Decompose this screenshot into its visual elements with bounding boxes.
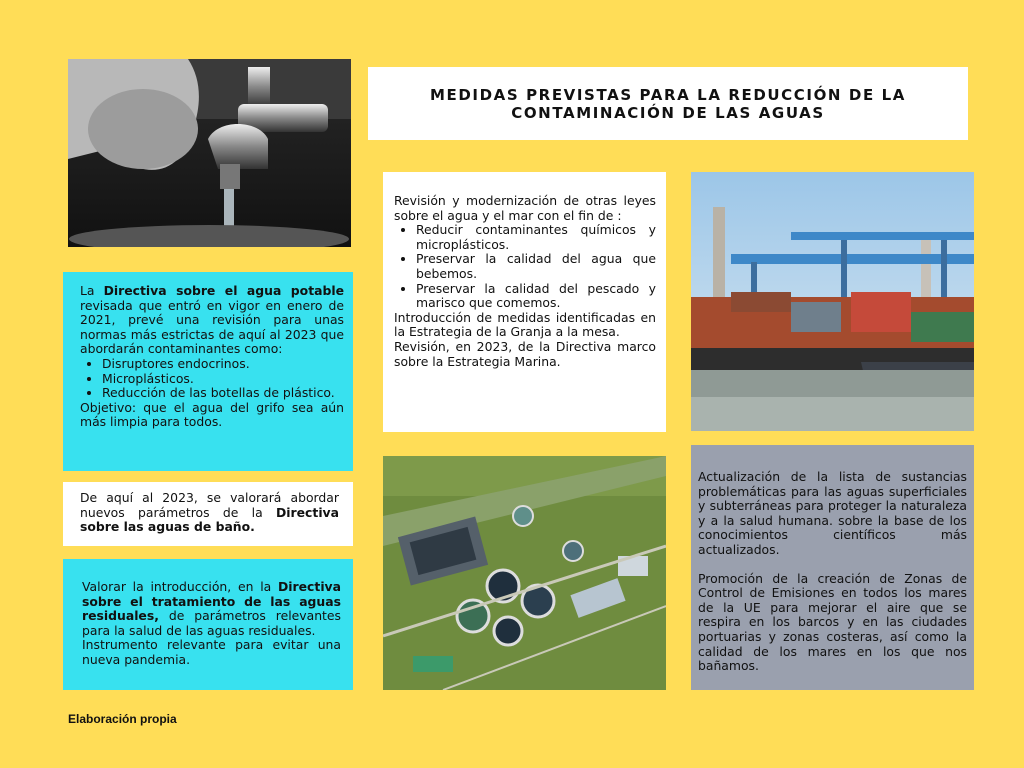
title-line-2: CONTAMINACIÓN DE LAS AGUAS bbox=[511, 103, 825, 122]
revision-p2: Revisión, en 2023, de la Directiva marco sobre la Estrategia Marina. bbox=[394, 338, 656, 369]
revision-intro: Revisión y modernización de otras leyes sobre el agua y el mar con el fin de : bbox=[394, 193, 656, 223]
wastewater-box bbox=[63, 559, 353, 690]
footer-credit: Elaboración propia bbox=[68, 712, 177, 726]
list-item: • Reducir contaminantes químicos y microplásticos. bbox=[416, 223, 656, 252]
page-title bbox=[368, 67, 968, 140]
treatment-plant-photo bbox=[383, 456, 666, 690]
potable-list bbox=[80, 357, 344, 401]
list-item: • Disruptores endocrinos. bbox=[102, 357, 344, 372]
potable-water-box bbox=[63, 272, 353, 471]
substances-p2: Promoción de la creación de Zonas de Control de Emisiones en todos los mares de la UE para mejorar el aire que se respira en los barcos y en las ciudades portuarias y zonas costeras, así como la calidad de los mares en los que nos bañamos. bbox=[698, 570, 967, 674]
wastewater-extra: Instrumento relevante para evitar una nueva pandemia. bbox=[82, 637, 341, 667]
list-item: • Microplásticos. bbox=[102, 372, 344, 387]
revision-p1: Introducción de medidas identificadas en la Estrategia de la Granja a la mesa. bbox=[394, 309, 656, 340]
wastewater-text: Valorar la introducción, en la Directiva sobre el tratamiento de las aguas residuales, de parámetros relevantes para la salud de las aguas residuales. bbox=[82, 579, 341, 638]
potable-text: La Directiva sobre el agua potable revisada que entró en vigor en enero de 2021, prevé una revisión para unas normas más estrictas de aquí al 2023 que abordarán contaminantes como: bbox=[80, 283, 344, 357]
port-photo bbox=[691, 172, 974, 431]
title-line-1: MEDIDAS PREVISTAS PARA LA REDUCCIÓN DE LA bbox=[429, 85, 906, 104]
list-item: • Preservar la calidad del pescado y marisco que comemos. bbox=[416, 282, 656, 311]
bathing-text: De aquí al 2023, se valorará abordar nuevos parámetros de la Directiva sobre las aguas de baño. bbox=[80, 490, 339, 535]
list-item: • Preservar la calidad del agua que bebemos. bbox=[416, 252, 656, 281]
revision-list bbox=[394, 223, 656, 311]
bathing-water-box bbox=[63, 482, 353, 546]
list-item: • Reducción de las botellas de plástico. bbox=[102, 386, 344, 401]
potable-objective: Objetivo: que el agua del grifo sea aún más limpia para todos. bbox=[80, 399, 344, 430]
revision-box bbox=[383, 172, 666, 432]
faucet-photo bbox=[68, 59, 351, 247]
substances-p1: Actualización de la lista de sustancias problemáticas para las aguas superficiales y subterráneas para proteger la naturaleza y a la salud humana. sobre la base de los conocimientos científicos más actualizados. bbox=[698, 469, 967, 557]
substances-box bbox=[691, 445, 974, 690]
